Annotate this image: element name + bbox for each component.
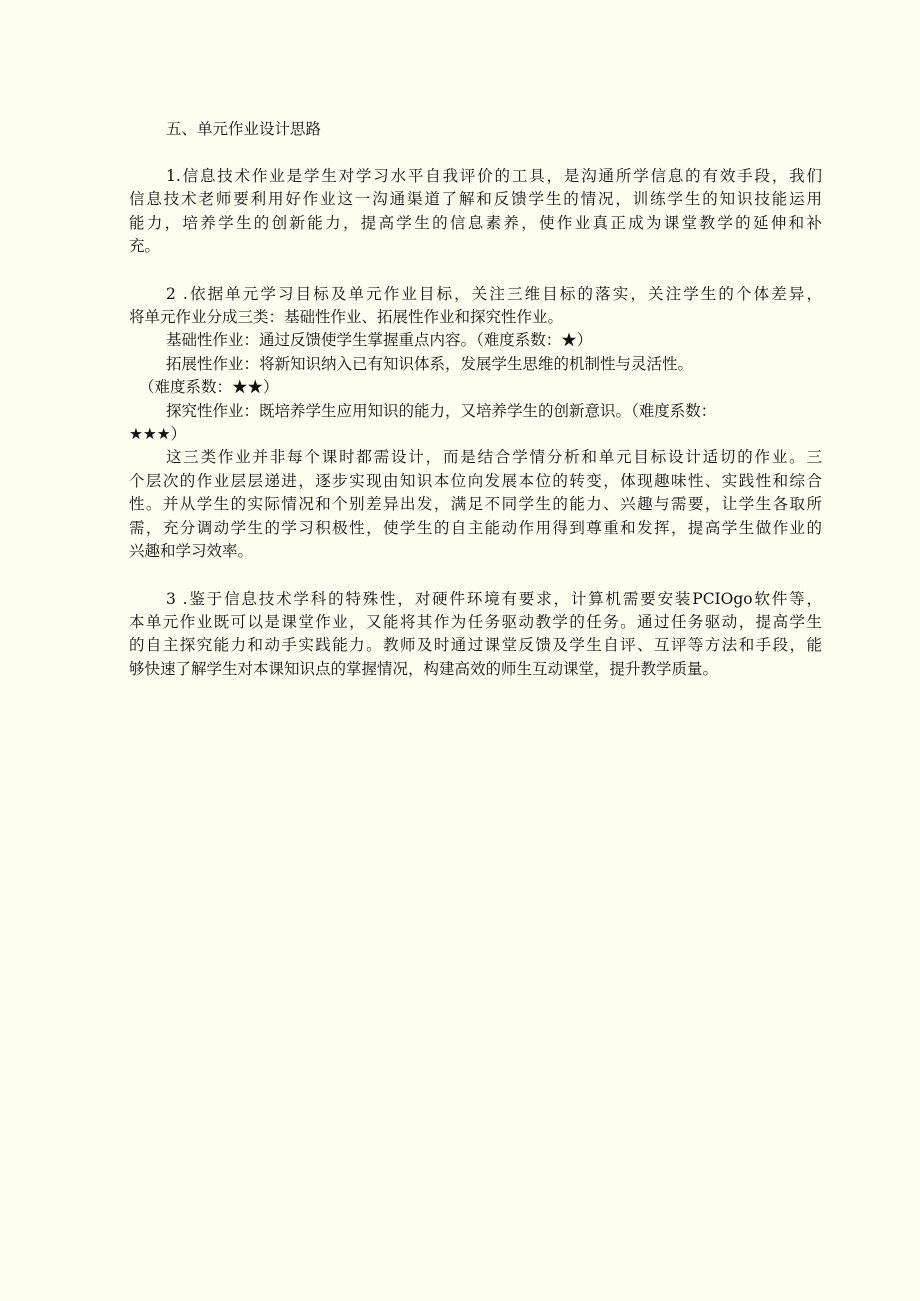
paragraph-4-line: 够快速了解学生对本课知识点的掌握情况，构建高效的师生互动课堂，提升教学质量。 — [129, 659, 719, 678]
explore-homework — [129, 400, 822, 447]
paragraph-1-line: 信息技术老师要利用好作业这一沟通渠道了解和反馈学生的情况，训练学生的知识技能运用 — [129, 190, 822, 209]
paragraph-1-line: 能力，培养学生的创新能力，提高学生的信息素养，使作业真正成为课堂教学的延伸和补 — [129, 213, 822, 232]
paragraph-3-line: 个层次的作业层层递进，逐步实现由知识本位向发展本位的转变，体现趣味性、实践性和综合 — [129, 471, 822, 490]
paragraph-4 — [129, 588, 822, 682]
paragraph-2 — [129, 283, 822, 330]
basic-homework-line: 基础性作业：通过反馈使学生掌握重点内容。（难度系数：★） — [166, 331, 593, 350]
paragraph-4-line: 本单元作业既可以是课堂作业，又能将其作为任务驱动教学的任务。通过任务驱动，提高学生 — [129, 612, 822, 631]
paragraph-2-line: 将单元作业分成三类：基础性作业、拓展性作业和探究性作业。 — [129, 308, 564, 327]
document-body — [129, 118, 822, 681]
explore-difficulty: ★★★） — [129, 425, 187, 444]
paragraph-4-line: 3 .鉴于信息技术学科的特殊性，对硬件环境有要求，计算机需要安装PCIOgo软件等， — [166, 589, 822, 608]
paragraph-3-line: 需，充分调动学生的学习积极性，使学生的自主能动作用得到尊重和发挥，提高学生做作业的 — [129, 518, 822, 537]
paragraph-1-line: 1.信息技术作业是学生对学习水平自我评价的工具，是沟通所学信息的有效手段，我们 — [166, 167, 822, 185]
extend-homework — [129, 353, 822, 400]
paragraph-1-line: 充。 — [129, 237, 161, 256]
paragraph-3-line: 兴趣和学习效率。 — [129, 542, 254, 561]
explore-homework-line: 探究性作业：既培养学生应用知识的能力，又培养学生的创新意识。（难度系数： — [166, 401, 717, 420]
section-title: 五、单元作业设计思路 — [166, 120, 322, 138]
paragraph-3-line: 这三类作业并非每个课时都需设计，而是结合学情分析和单元目标设计适切的作业。三 — [166, 448, 822, 467]
extend-difficulty: （难度系数：★★） — [139, 378, 279, 397]
paragraph-1 — [129, 165, 822, 259]
extend-homework-line: 拓展性作业：将新知识纳入已有知识体系，发展学生思维的机制性与灵活性。 — [166, 354, 694, 373]
paragraph-4-line: 的自主探究能力和动手实践能力。教师及时通过课堂反馈及学生自评、互评等方法和手段，能 — [129, 636, 822, 655]
paragraph-3-line: 性。并从学生的实际情况和个别差异出发，满足不同学生的能力、兴趣与需要，让学生各取所 — [129, 495, 822, 514]
paragraph-3 — [129, 446, 822, 563]
paragraph-2-line: 2 .依据单元学习目标及单元作业目标，关注三维目标的落实，关注学生的个体差异， — [166, 284, 822, 303]
